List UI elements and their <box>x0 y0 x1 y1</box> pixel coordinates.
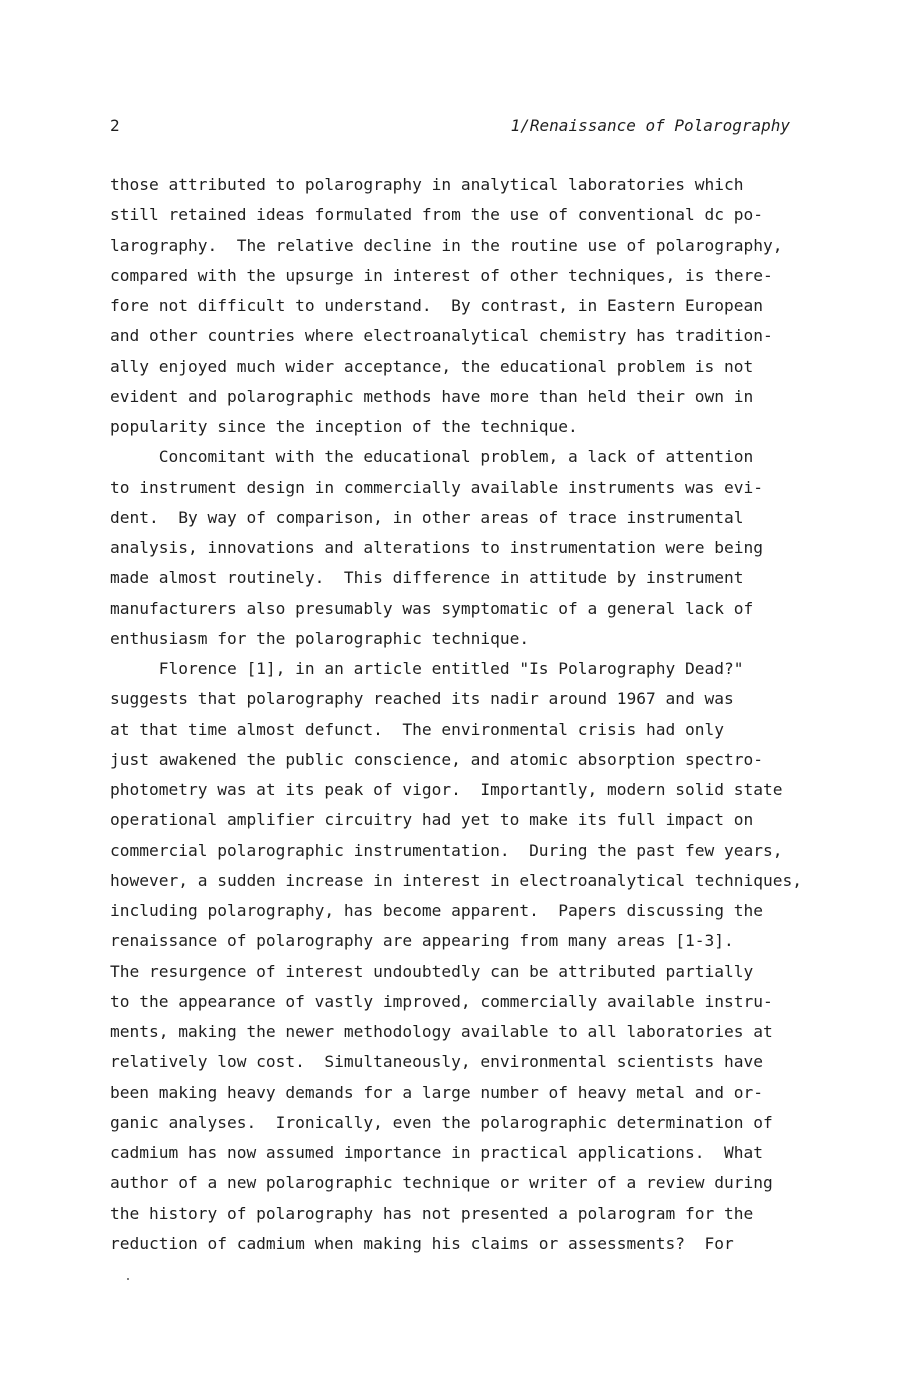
text-line: been making heavy demands for a large number of heavy metal and or- <box>110 1082 763 1102</box>
text-line: photometry was at its peak of vigor. Importantly, modern solid state <box>110 780 783 799</box>
text-line: to instrument design in commercially available instruments was evi- <box>110 477 763 497</box>
text-line: ments, making the newer methodology available to all laboratories at <box>110 1022 773 1041</box>
text-line: ganic analyses. Ironically, even the polarographic determination of <box>110 1112 773 1132</box>
text-line: those attributed to polarography in analytical laboratories which <box>110 175 744 194</box>
text-line: suggests that polarography reached its nadir around 1967 and was <box>110 689 734 709</box>
text-line: author of a new polarographic technique or writer of a review during <box>110 1173 773 1193</box>
text-line: at that time almost defunct. The environmental crisis had only <box>110 719 724 739</box>
text-line: including polarography, has become apparent. Papers discussing the <box>110 901 763 920</box>
body-text <box>110 170 830 1259</box>
text-line: still retained ideas formulated from the use of conventional dc po- <box>110 205 763 225</box>
text-line: larography. The relative decline in the routine use of polarography, <box>110 235 783 255</box>
text-line: Concomitant with the educational problem, a lack of attention <box>110 447 754 467</box>
text-line: fore not difficult to understand. By contrast, in Eastern European <box>110 296 763 315</box>
text-line: dent. By way of comparison, in other areas of trace instrumental <box>110 507 744 527</box>
running-title: 1/Renaissance of Polarography <box>510 116 790 135</box>
text-line: Florence [1], in an article entitled "Is Polarography Dead?" <box>110 659 744 678</box>
text-line: compared with the upsurge in interest of other techniques, is there- <box>110 265 773 285</box>
text-line: reduction of cadmium when making his claims or assessments? For <box>110 1233 734 1253</box>
text-line: analysis, innovations and alterations to instrumentation were being <box>110 538 763 557</box>
text-line: commercial polarographic instrumentation. During the past few years, <box>110 840 783 860</box>
text-line: The resurgence of interest undoubtedly can be attributed partially <box>110 961 754 981</box>
text-line: relatively low cost. Simultaneously, environmental scientists have <box>110 1052 763 1072</box>
text-line: enthusiasm for the polarographic technique. <box>110 628 530 648</box>
text-line: popularity since the inception of the technique. <box>110 417 578 436</box>
text-line: renaissance of polarography are appearing from many areas [1-3]. <box>110 931 734 951</box>
page-number: 2 <box>110 116 120 135</box>
text-line: ally enjoyed much wider acceptance, the educational problem is not <box>110 356 754 376</box>
text-line: and other countries where electroanalytical chemistry has tradition- <box>110 326 773 346</box>
text-line: evident and polarographic methods have more than held their own in <box>110 386 754 406</box>
text-line: operational amplifier circuitry had yet to make its full impact on <box>110 810 754 830</box>
text-line: to the appearance of vastly improved, commercially available instru- <box>110 991 773 1011</box>
text-line: manufacturers also presumably was symptomatic of a general lack of <box>110 598 754 618</box>
scan-speck <box>127 1278 129 1280</box>
text-line: the history of polarography has not presented a polarogram for the <box>110 1203 754 1223</box>
text-line: however, a sudden increase in interest in electroanalytical techniques, <box>110 870 802 890</box>
text-line: cadmium has now assumed importance in practical applications. What <box>110 1143 763 1162</box>
text-line: made almost routinely. This difference in attitude by instrument <box>110 568 744 588</box>
text-line: just awakened the public conscience, and atomic absorption spectro- <box>110 749 763 769</box>
page-header <box>110 116 790 142</box>
